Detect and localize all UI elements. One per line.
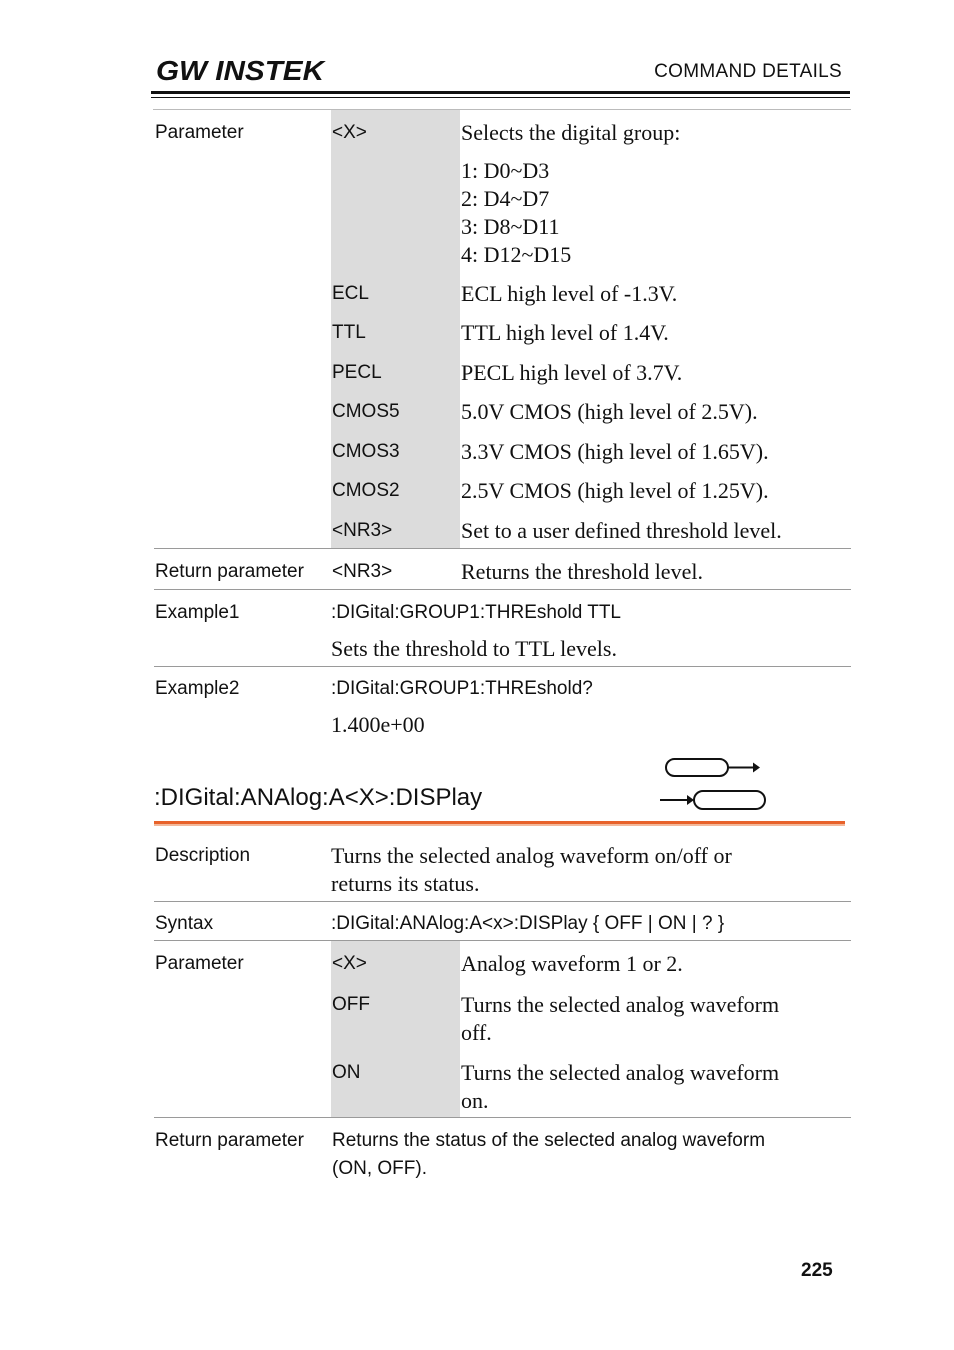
digital-group-option: 2: D4~D7: [461, 186, 550, 211]
digital-group-option: 4: D12~D15: [461, 242, 572, 267]
param-desc: ECL high level of -1.3V.: [461, 281, 678, 306]
param-desc: 2.5V CMOS (high level of 1.25V).: [461, 478, 769, 503]
param-desc: 5.0V CMOS (high level of 2.5V).: [461, 399, 758, 424]
row-divider: [154, 589, 851, 590]
param-desc: TTL high level of 1.4V.: [461, 320, 669, 345]
param-code: <X>: [332, 953, 367, 974]
gw-instek-logo: [156, 55, 326, 85]
param-code: PECL: [332, 362, 382, 383]
return-desc: Returns the threshold level.: [461, 559, 703, 584]
example2-label: Example2: [155, 678, 240, 699]
return-parameter-label: Return parameter: [155, 1130, 304, 1151]
row-divider: [154, 666, 851, 667]
return-parameter-label: Return parameter: [155, 561, 304, 582]
description-text-line2: returns its status.: [331, 871, 480, 896]
example2-result: 1.400e+00: [331, 712, 425, 737]
example1-label: Example1: [155, 602, 240, 623]
set-query-icon: [660, 756, 770, 814]
param-code: <NR3>: [332, 520, 393, 541]
row-divider: [154, 1117, 851, 1118]
parameter-label: Parameter: [155, 953, 244, 974]
param-code: CMOS2: [332, 480, 400, 501]
header-rule: [151, 91, 850, 94]
param-code: TTL: [332, 322, 366, 343]
param-desc: Analog waveform 1 or 2.: [461, 951, 683, 976]
param-code: <X>: [332, 122, 367, 143]
page-number: 225: [801, 1260, 833, 1281]
param-desc: 3.3V CMOS (high level of 1.65V).: [461, 439, 769, 464]
param-desc: Turns the selected analog waveform: [461, 1060, 780, 1085]
example2-command: :DIGital:GROUP1:THREshold?: [331, 678, 593, 699]
header-rule-thin: [151, 97, 850, 98]
row-divider: [154, 548, 851, 549]
syntax-label: Syntax: [155, 913, 214, 934]
return-text-line1: Returns the status of the selected analog waveform: [332, 1130, 766, 1151]
param-desc: Turns the selected analog waveform: [461, 992, 780, 1017]
header-section-title: COMMAND DETAILS: [654, 61, 842, 82]
param-code: ON: [332, 1062, 361, 1083]
parameter-label: Parameter: [155, 122, 244, 143]
syntax-text: :DIGital:ANAlog:A<x>:DISPlay { OFF | ON | ? }: [331, 913, 725, 934]
return-text-line2: (ON, OFF).: [332, 1158, 427, 1179]
param-desc: Set to a user defined threshold level.: [461, 518, 782, 543]
param-code: OFF: [332, 994, 370, 1015]
description-text-line1: Turns the selected analog waveform on/off or: [331, 843, 732, 868]
param-code: CMOS5: [332, 401, 400, 422]
description-label: Description: [155, 845, 251, 866]
command-title: :DIGital:ANAlog:A<X>:DISPlay: [154, 784, 483, 811]
digital-group-option: 3: D8~D11: [461, 214, 560, 239]
row-divider: [154, 901, 851, 902]
param-desc: Selects the digital group:: [461, 120, 681, 145]
example1-command: :DIGital:GROUP1:THREshold TTL: [331, 602, 622, 623]
return-code: <NR3>: [332, 561, 393, 582]
title-underline-shadow: [154, 824, 845, 826]
param-desc: PECL high level of 3.7V.: [461, 360, 683, 385]
logo-text: GW INSTEK: [156, 55, 326, 85]
table-top-rule: [153, 109, 851, 110]
digital-group-option: 1: D0~D3: [461, 158, 550, 183]
param-code: CMOS3: [332, 441, 400, 462]
row-divider: [154, 940, 851, 941]
param-desc-cont: on.: [461, 1088, 489, 1113]
example1-description: Sets the threshold to TTL levels.: [331, 636, 617, 661]
param-code: ECL: [332, 283, 369, 304]
param-desc-cont: off.: [461, 1020, 492, 1045]
